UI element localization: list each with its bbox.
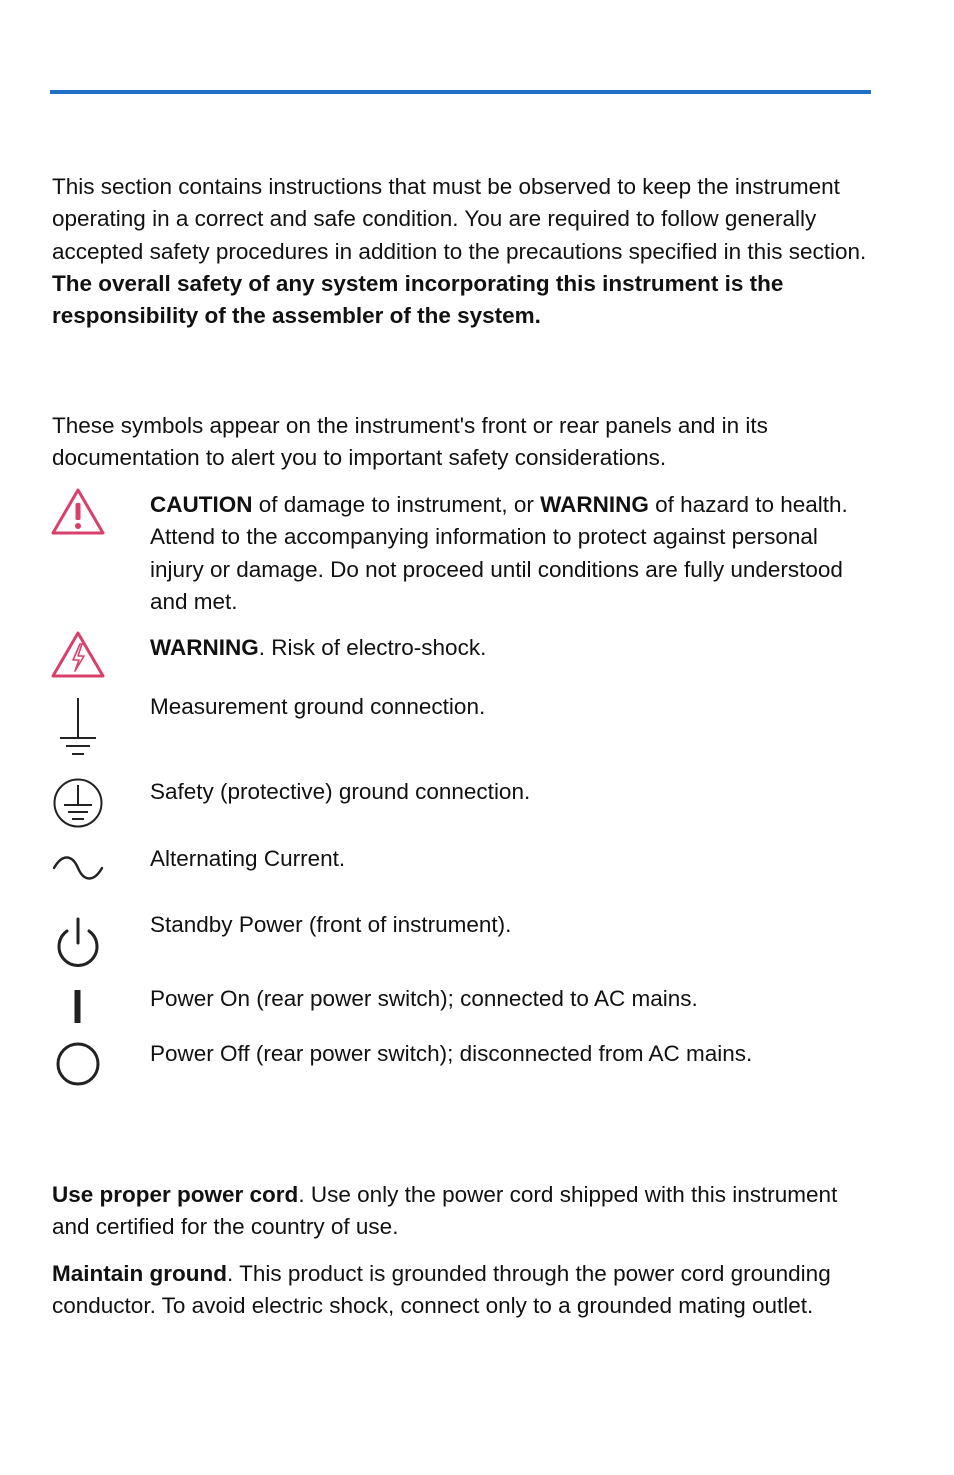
ground-label: Maintain ground [52,1261,227,1286]
caution-label: CAUTION [150,492,253,517]
shock-warning-label: WARNING [150,635,259,660]
caution-text-rest: of hazard to health. Attend to the accompanying information to protect against personal injury or damage. Do not proceed until conditions are fully understood and met. [150,492,848,614]
precaution-power-cord [52,1179,872,1244]
intro-bold-text: The overall safety of any system incorporating this instrument is the responsibility of the assembler of the system. [52,270,784,329]
symbol-desc-power-off: Power Off (rear power switch); disconnected from AC mains. [150,1041,753,1066]
symbol-desc-protective-ground: Safety (protective) ground connection. [150,779,531,804]
power-off-icon [50,1040,106,1090]
symbol-desc-ac: Alternating Current. [150,846,346,871]
symbols-intro: These symbols appear on the instrument's front or rear panels and in its documentation to alert you to important safety considerations. [52,413,768,471]
standby-power-icon [50,915,106,969]
electric-shock-icon [50,630,106,680]
symbol-desc-power-on: Power On (rear power switch); connected to AC mains. [150,986,698,1011]
power-cord-label: Use proper power cord [52,1182,299,1207]
measurement-ground-icon [50,696,106,760]
header-rule [50,90,871,94]
precaution-ground [52,1258,872,1323]
intro-text: This section contains instructions that must be observed to keep the instrument operating in a correct and safe condition. You are required to follow generally accepted safety procedures in addition to the precautions specified in this section. [52,174,867,264]
symbol-desc-shock [150,632,850,664]
protective-ground-icon [50,777,106,829]
caution-text-mid: of damage to instrument, or [252,492,541,517]
ground-text: . This product is grounded through the power cord grounding conductor. To avoid electric shock, connect only to a grounded mating outlet. [52,1261,831,1319]
symbol-desc-measurement-ground: Measurement ground connection. [150,694,486,719]
power-cord-text: . Use only the power cord shipped with this instrument and certified for the country of use. [52,1182,838,1240]
shock-text: . Risk of electro-shock. [258,635,487,660]
intro-paragraph [52,171,872,332]
alternating-current-icon [50,850,106,890]
caution-warning-icon [50,487,106,537]
power-on-icon [50,988,106,1026]
symbol-desc-standby: Standby Power (front of instrument). [150,912,512,937]
symbol-desc-caution [150,489,850,618]
warning-label: WARNING [540,492,649,517]
